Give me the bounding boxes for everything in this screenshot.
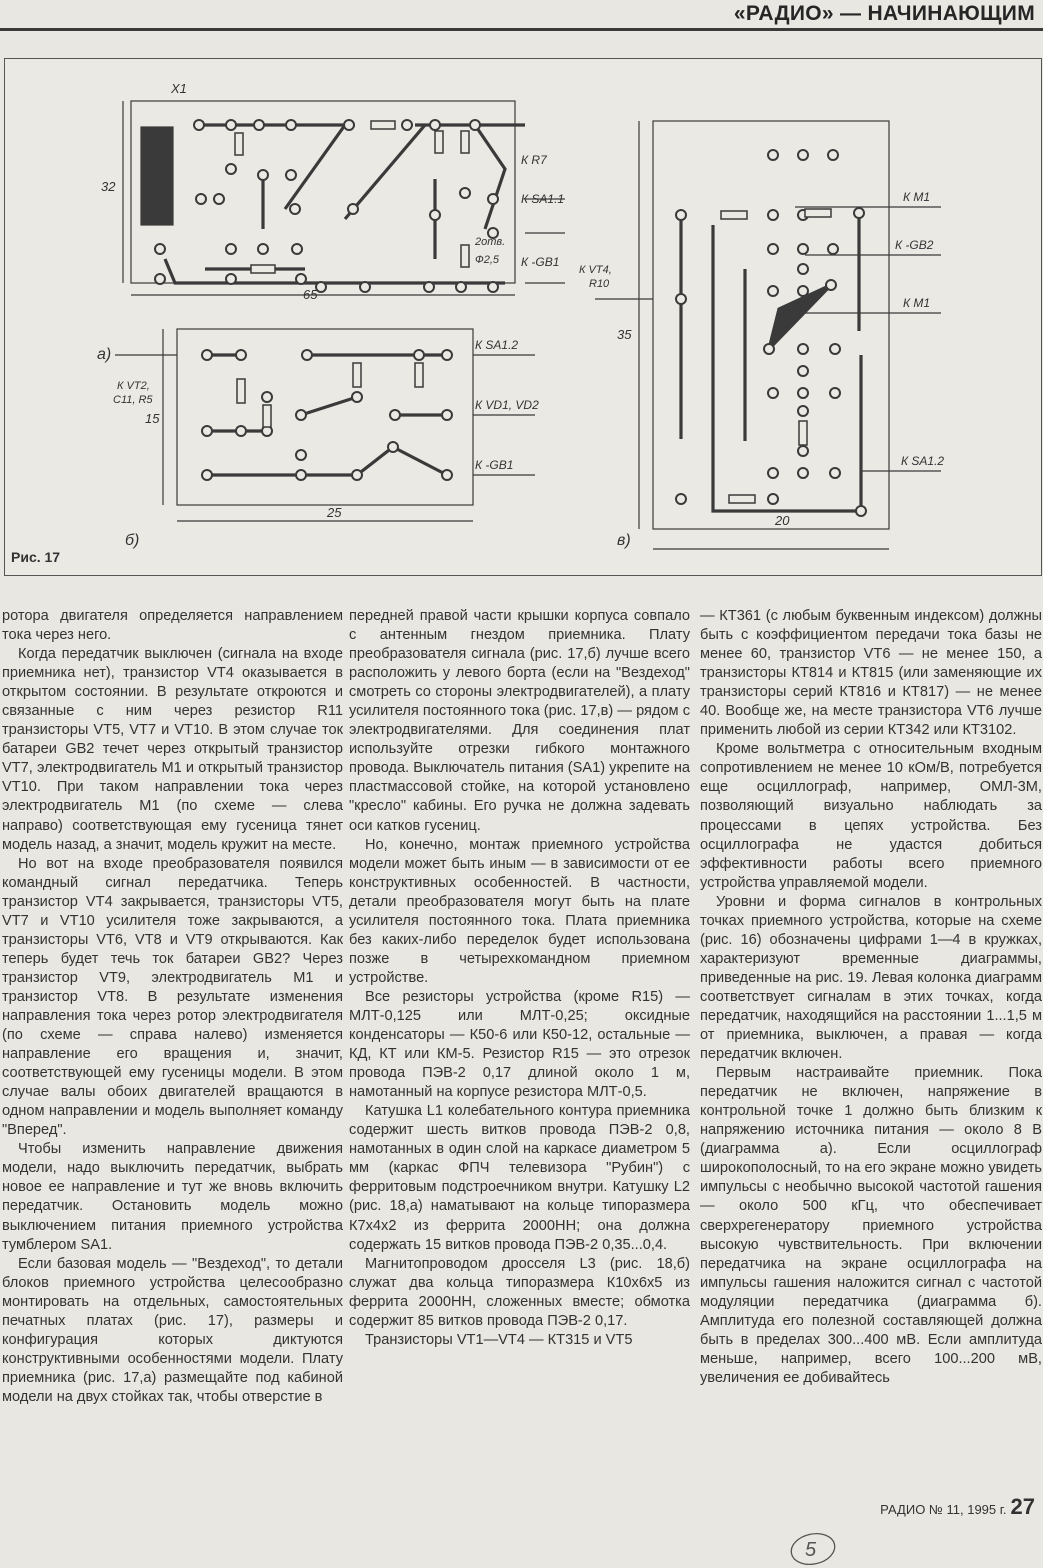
hole-note-1: 2отв.	[475, 236, 506, 248]
paragraph: Кроме вольтметра с относительным входным сопротивлением не менее 10 кОм/В, потребуется еще осциллограф, например, ОМЛ-3М, позволяющий визуально наблюдать за процессами в цепях устройства. Без осциллографа не удастся добиться эффективности работы всего приемного устройства управляемой модели.	[700, 741, 1042, 891]
paragraph: Магнитопроводом дросселя L3 (рис. 18,б) служат два кольца типоразмера К10х6х5 из феррита 2000НН, сложенных вместе; обмотка содержит 85 витков провода ПЭВ-2 0,17.	[349, 1255, 690, 1329]
board-c-width-dim: 20	[775, 513, 790, 528]
paragraph: — КТ361 (с любым буквенным индексом) должны быть с коэффициентом передачи тока базы не менее 60, транзистор VT6 — не менее 150, а транзисторы КТ814 и КТ815 (или заменяющие их транзисторы серий КТ816 и КТ817) — не менее 40. Вообще же, на месте транзистора VT6 лучше применить любой из серии КТ342 или КТ3102.	[700, 608, 1042, 739]
board-b-left-conn-1: К VT2,	[117, 380, 150, 392]
paragraph: Первым настраивайте приемник. Пока передатчик не включен, напряжение в контрольной точке 1 должно быть близким к напряжению источника питания — около 8 В (диаграмма а). Если осциллограф широкополосный, то на его экране можно увидеть импульсы с необычно высокой частотой гашения — около 500 кГц, что обеспечивает сверхрегенератору приемного устройства высокую чувствительность. При включении передатчика на экране осциллографа на импульсы гашения наложится сигнал с частотой модуляции передатчика (диаграмма б). Амплитуда его полезной составляющей должна быть в пределах 300...400 мВ. Если амплитуда меньше, например, всего 100...200 мВ, увеличения ее добивайтесь	[700, 1065, 1042, 1386]
page-number: 27	[1010, 1494, 1035, 1519]
paragraph: Все резисторы устройства (кроме R15) — МЛТ-0,125 или МЛТ-0,25; оксидные конденсаторы — К50-6 или К50-12, остальные — КД, КТ или КМ-5. Резистор R15 — это отрезок провода ПЭВ-2 0,17 длиной около 1 м, намотанный на корпусе резистора МЛТ-0,5.	[349, 988, 690, 1101]
paragraph: Транзисторы VT1—VT4 — КТ315 и VT5	[365, 1331, 633, 1348]
board-a-outline	[131, 101, 515, 283]
board-c-conn-1: К M1	[903, 190, 931, 204]
handwritten-number: 5	[805, 1539, 817, 1561]
paragraph: Чтобы изменить направление движения модели, надо выключить передатчик, выбрать новое ее направление и тут же вновь включить передатчик. Остановить модель можно выключением питания приемного устройства тумблером SA1.	[2, 1141, 343, 1253]
board-a-label: а)	[97, 346, 112, 363]
board-b-conn-2: К VD1, VD2	[475, 398, 539, 412]
label-x1: X1	[171, 81, 187, 96]
paragraph: Катушка L1 колебательного контура приемника содержит шесть витков провода ПЭВ-2 0,8, намотанных в один слой на каркасе диаметром 5 мм (каркас ФПЧ телевизора "Рубин") с ферритовым подстроечником внутри. Катушку L2 (рис. 18,а) наматывают на кольце типоразмера К7х4х2 из феррита 2000НН; она должна содержать 15 витков провода ПЭВ-2 0,35...0,4.	[349, 1103, 690, 1253]
paragraph: передней правой части крышки корпуса совпало с антенным гнездом приемника. Плату преобразователя сигнала (рис. 17,б) лучше всего расположить у левого борта (если на "Вездеход" смотреть со стороны электродвигателей), а плату усилителя постоянного тока (рис. 17,в) — рядом с электродвигателями. Для соединения плат используйте отрезки гибкого монтажного провода. Выключатель питания (SA1) укрепите на пластмассовой стойке, на которой установлено "кресло" кабины. Его ручка не должна задевать оси катков гусениц.	[349, 608, 690, 834]
board-a-height-dim: 32	[101, 179, 116, 194]
header-rule	[0, 28, 1043, 31]
board-c-left-conn-1: К VT4,	[579, 264, 612, 276]
hole-note-2: Ф2,5	[475, 254, 500, 266]
board-b-left-conn-2: C11, R5	[113, 394, 153, 406]
figure-17	[4, 58, 1042, 576]
paragraph: Когда передатчик выключен (сигнала на входе приемника нет), транзистор VT4 оказывается в открытом состоянии. В результате откроются и связанные с ним через резистор R11 транзисторы VT5, VT7 и VT10. В этом случае ток батареи GB2 течет через открытый транзистор VT7, электродвигатель M1 и открытый транзистор VT10. При таком направлении тока через электродвигатель M1 (по схеме — слева направо) соответствующая ему гусеница тянет модель назад, а значит, модель кружит на месте.	[2, 646, 343, 853]
issue-info: РАДИО № 11, 1995 г.	[880, 1502, 1007, 1517]
figure-caption: Рис. 17	[11, 549, 61, 565]
antenna-pad	[141, 127, 173, 225]
paragraph: Уровни и форма сигналов в контрольных точках приемного устройства, которые на схеме (рис. 16) обозначены цифрами 1—4 в кружках, характеризуют временные диаграммы, приведенные на рис. 19. Левая колонка диаграмм соответствует сигналам в этих точках, когда передатчик, находящийся на расстоянии 1...1,5 м от приемника, выключен, а правая — когда передатчик включен.	[700, 893, 1042, 1063]
board-a-conn-3: К -GB1	[521, 255, 560, 269]
board-c-conn-4: К SA1.2	[901, 454, 945, 468]
paragraph: Но, конечно, монтаж приемного устройства модели может быть иным — в зависимости от ее конструктивных особенностей. В частности, детали преобразователя могут быть на плате усилителя постоянного тока. Плата приемника без каких-либо переделок будет использована позже в четырехкомандном приемном устройстве.	[349, 836, 690, 986]
board-c-conn-2: К -GB2	[895, 238, 934, 252]
paragraph: ротора двигателя определяется направлением тока через него.	[2, 608, 343, 644]
board-b-width-dim: 25	[327, 505, 342, 520]
pcb-drawings	[5, 59, 1041, 575]
board-b-conn-3: К -GB1	[475, 458, 514, 472]
handwritten-circled-number	[788, 1530, 838, 1568]
solder-pads	[155, 120, 866, 516]
text-column-3	[700, 607, 1042, 1388]
board-b-height-dim: 15	[145, 411, 160, 426]
board-b-label: б)	[125, 532, 140, 549]
board-a-conn-2: К SA1.1	[521, 192, 565, 206]
paragraph: Если базовая модель — "Вездеход", то детали блоков приемного устройства целесообразно монтировать на отдельных, самостоятельных печатных платах (рис. 17), размеры и конфигурация которых диктуются конструктивными особенностями модели. Плату приемника (рис. 17,а) размещайте под кабиной модели на двух стойках так, чтобы отверстие в	[2, 1255, 343, 1405]
board-c-height-dim: 35	[617, 327, 632, 342]
text-column-1	[2, 607, 343, 1407]
board-c-label: в)	[617, 532, 631, 549]
resistor-bodies	[235, 121, 831, 503]
board-b-conn-1: К SA1.2	[475, 338, 519, 352]
paragraph: Но вот на входе преобразователя появился командный сигнал передатчика. Теперь транзистор VT4 закрывается, транзисторы VT5, VT7 и VT10 усилителя тоже закрываются, а транзисторы VT6, VT8 и VT9 открываются. Как теперь будет течь ток батареи GB2? Через транзистор VT9, электродвигатель M1 и транзистор VT8. В результате изменения направления тока через ротор электродвигателя (по схеме — справа налево) изменяется направление его вращения и, значит, соответствующей ему гусеницы модели. В этом случае валы обоих двигателей вращаются в одном направлении и модель выполняет команду "Вперед".	[2, 855, 343, 1139]
section-header-title: «РАДИО» — НАЧИНАЮЩИМ	[733, 2, 1035, 25]
text-column-2	[349, 607, 690, 1350]
board-a-width-dim: 65	[303, 287, 318, 302]
page-footer	[880, 1494, 1035, 1520]
board-c-left-conn-2: R10	[589, 278, 610, 290]
board-a-conn-1: К R7	[521, 153, 547, 167]
board-c-conn-3: К M1	[903, 296, 931, 310]
